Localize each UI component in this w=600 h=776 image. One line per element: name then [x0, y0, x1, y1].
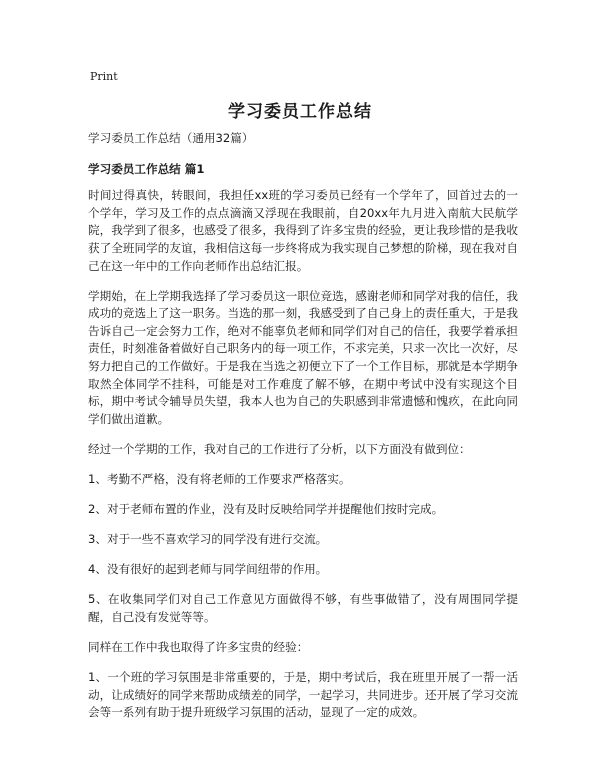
article-body — [88, 130, 518, 734]
paragraph-experience-intro: 同样在工作中我也取得了许多宝贵的经验： — [88, 640, 309, 655]
shortcoming-item: 2、对于老师布置的作业，没有及时反映给同学并提醒他们按时完成。 — [88, 502, 444, 517]
article-subtitle: 学习委员工作总结（通用32篇） — [88, 131, 254, 145]
shortcoming-item: 4、没有很好的起到老师与同学间纽带的作用。 — [88, 562, 328, 577]
print-link[interactable]: Print — [90, 70, 118, 83]
section-heading: 学习委员工作总结 篇1 — [88, 161, 205, 176]
page-title: 学习委员工作总结 — [228, 102, 372, 122]
shortcoming-item: 5、在收集同学们对自己工作意见方面做得不够，有些事做错了，没有周围同学提醒，自己没有发觉等等。 — [88, 592, 518, 624]
paragraph-intro: 时间过得真快，转眼间，我担任xx班的学习委员已经有一个学年了，回首过去的一个学年，学习及工作的点点滴滴又浮现在我眼前，自20xx年九月进入南航大民航学院，我学到了很多，也感受了很多，我得到了许多宝贵的经验，更让我珍惜的是我收获了全班同学的友谊，我相信这每一步终将成为我实现自己梦想的阶梯，现在我对自己在这一年中的工作向老师作出总结汇报。 — [88, 188, 518, 273]
shortcoming-item: 1、考勤不严格，没有将老师的工作要求严格落实。 — [88, 472, 351, 486]
paragraph-semester: 学期始，在上学期我选择了学习委员这一职位竞选，感谢老师和同学对我的信任，我成功的竞选上了这一职务。当选的那一刻，我感受到了自己身上的责任重大，于是我告诉自己一定会努力工作，绝对不能辜负老师和同学们对自己的信任，我要学着承担责任，时刻准备着做好自己职务内的每一项工作，不求完美，只求一次比一次好，尽努力把自己的工作做好。于是我在当选之初便立下了一个工作目标，那就是本学期争取然全体同学不挂科，可能是对工作难度了解不够，在期中考试中没有实现这个目标，期中考试令辅导员失望，我本人也为自己的失职感到非常遗憾和愧疚，在此向同学们做出道歉。 — [88, 288, 518, 426]
shortcoming-item: 3、对于一些不喜欢学习的同学没有进行交流。 — [88, 532, 328, 547]
paragraph-analysis: 经过一个学期的工作，我对自己的工作进行了分析，以下方面没有做到位： — [88, 441, 471, 456]
experience-item: 1、一个班的学习氛围是非常重要的，于是，期中考试后，我在班里开展了一帮一活动，让成绩好的同学来帮助成绩差的同学，一起学习，共同进步。还开展了学习交流会等一系列有助于提升班级学习氛围的活动，显现了一定的成效。 — [88, 670, 518, 720]
